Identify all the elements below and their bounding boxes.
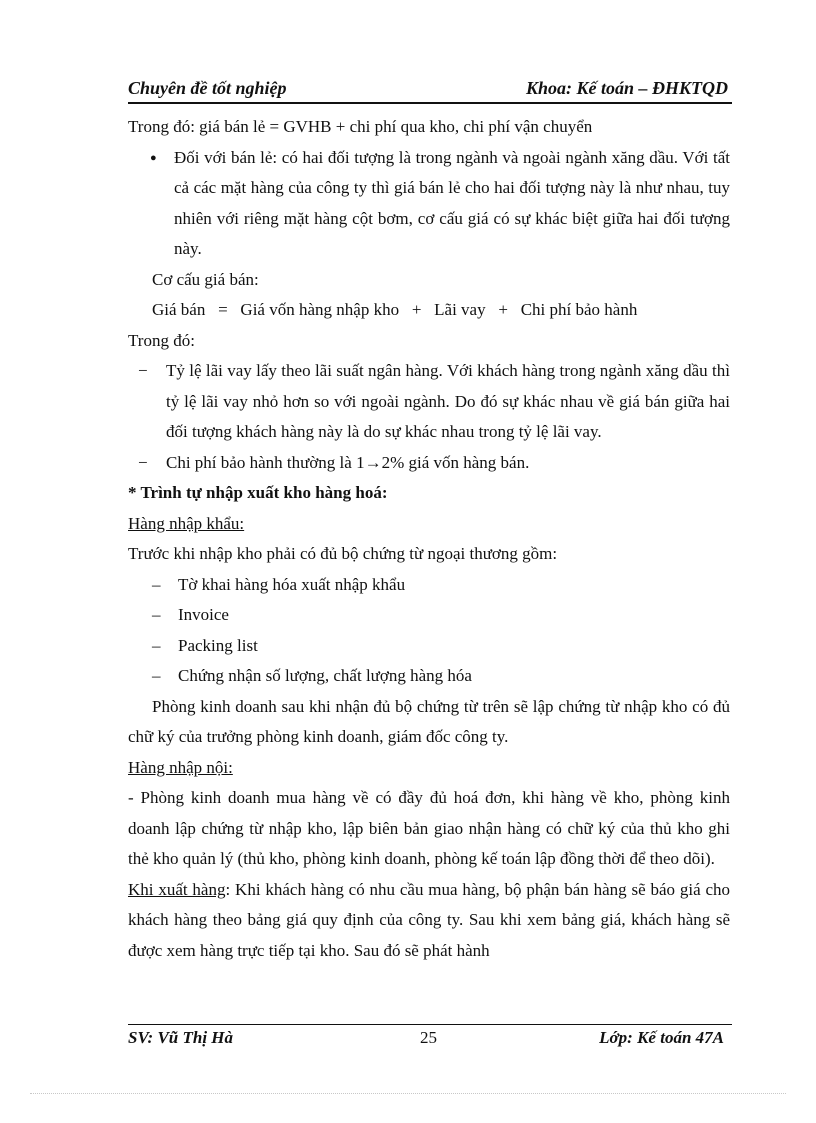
header-title: Chuyên đề tốt nghiệp xyxy=(128,78,287,98)
bullet-retail-text: Đối với bán lẻ: có hai đối tượng là trong ngành và ngoài ngành xăng dầu. Với tất cả các mặt hàng của công ty thì giá bán lẻ cho hai đối tượng này là như nhau, tuy nhiên với riêng mặt hàng cột bơm, cơ cấu giá có sự khác biệt giữa hai đối tượng này. xyxy=(174,147,730,258)
page-body xyxy=(128,112,730,966)
list-item-text: Packing list xyxy=(178,635,258,655)
paragraph-import-process: Phòng kinh doanh sau khi nhận đủ bộ chứng từ trên sẽ lập chứng từ nhập kho có đủ chữ ký của trưởng phòng kinh doanh, giám đốc công ty. xyxy=(128,696,730,746)
list-item xyxy=(128,631,730,662)
list-item-text: Chứng nhận số lượng, chất lượng hàng hóa xyxy=(178,666,472,685)
list-item xyxy=(128,661,730,692)
dash-item-warranty xyxy=(128,448,730,479)
subheading-import: Hàng nhập khẩu: xyxy=(128,513,245,533)
section-heading: * Trình tự nhập xuất kho hàng hoá: xyxy=(128,483,388,502)
list-dash: – xyxy=(152,605,161,624)
bullet-retail xyxy=(128,143,730,265)
page-header xyxy=(128,78,732,104)
paragraph-export-text: : Khi khách hàng có nhu cầu mua hàng, bộ phận bán hàng sẽ báo giá cho khách hàng theo bảng giá quy định của công ty. Sau khi xem bảng giá, khách hàng sẽ được xem hàng trực tiếp tại kho. Sau đó sẽ phát hành xyxy=(128,879,730,960)
list-dash: – xyxy=(152,635,161,655)
list-item xyxy=(128,570,730,601)
footer-class: Lớp: Kế toán 47A xyxy=(599,1028,724,1047)
bullet-dot-icon: ● xyxy=(150,151,157,164)
paragraph-import-docs: Trước khi nhập kho phải có đủ bộ chứng từ ngoại thương gồm: xyxy=(128,544,558,563)
page-edge-divider xyxy=(30,1093,786,1094)
dash-symbol: − xyxy=(138,361,148,380)
dash-item-interest xyxy=(128,356,730,448)
header-faculty: Khoa: Kế toán – ĐHKTQD xyxy=(525,78,728,98)
dash-item-warranty-text: Chi phí bảo hành thường là 1→2% giá vốn hàng bán. xyxy=(166,452,530,472)
footer-student: SV: Vũ Thị Hà xyxy=(128,1028,234,1047)
list-item xyxy=(128,600,730,631)
paragraph-where: Trong đó: xyxy=(128,330,195,350)
price-formula: Giá bán = Giá vốn hàng nhập kho + Lãi vay + Chi phí bảo hành xyxy=(152,300,638,319)
page-footer xyxy=(128,1024,732,1051)
list-item-text: Tờ khai hàng hóa xuất nhập khẩu xyxy=(178,574,406,594)
paragraph-export xyxy=(128,875,730,967)
paragraph-retail-price: Trong đó: giá bán lẻ = GVHB + chi phí qua kho, chi phí vận chuyển xyxy=(128,117,593,136)
dash-item-interest-text: Tỷ lệ lãi vay lấy theo lãi suất ngân hàng. Với khách hàng trong ngành xăng dầu thì tỷ lệ lãi vay nhỏ hơn so với ngoài ngành. Do đó sự khác nhau về giá bán giữa hai đối tượng khách hàng này là do sự khác nhau trong tỷ lệ lãi vay. xyxy=(166,361,730,441)
list-dash: – xyxy=(152,574,161,594)
paragraph-price-structure: Cơ cấu giá bán: xyxy=(152,269,259,289)
dash-symbol: − xyxy=(138,452,148,472)
page-number: 25 xyxy=(420,1028,437,1047)
list-dash: – xyxy=(152,666,161,685)
subheading-domestic: Hàng nhập nội: xyxy=(128,757,233,777)
list-item-text: Invoice xyxy=(178,605,229,624)
paragraph-domestic-process: - Phòng kinh doanh mua hàng về có đầy đủ hoá đơn, khi hàng về kho, phòng kinh doanh lập chứng từ nhập kho, lập biên bản giao nhận hàng có chữ ký của thủ kho ghi thẻ kho quản lý (thủ kho, phòng kinh doanh, phòng kế toán lập đồng thời để theo dõi). xyxy=(128,788,730,868)
subheading-export: Khi xuất hàng xyxy=(128,879,226,899)
